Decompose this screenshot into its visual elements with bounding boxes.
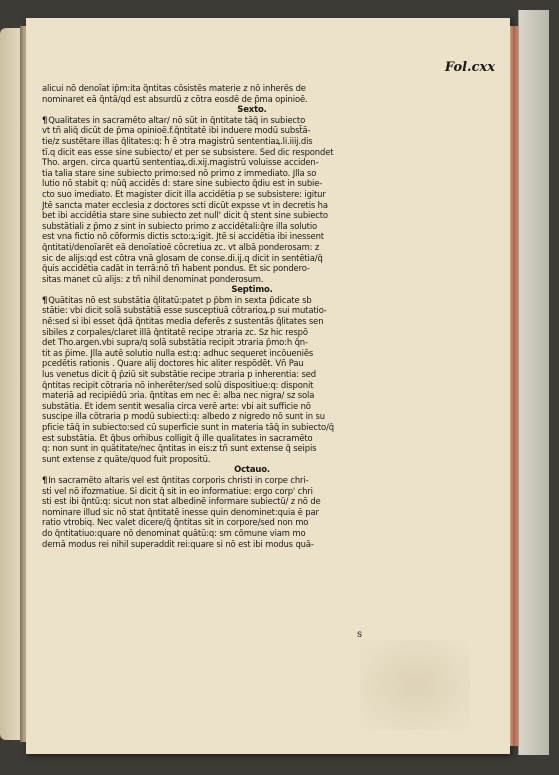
text-line: q̄ntitas recipit cōtraria nō inherēter/sed solū dispositiue:q: disponit — [42, 379, 314, 390]
text-line: tia talia stare sine subiecto primo:sed nō primo z immediato. Jlla so — [42, 167, 317, 178]
text-line: tit as p̄ime. Jlla autē solutio nulla est:q: adhuc sequeret incōueniēs — [42, 347, 314, 358]
text-line: Jtē sancta mater ecclesia z doctores scti dicūt expsse vt in decretis ha — [42, 199, 328, 210]
text-line: sibiles z corpales/claret illā q̄ntitatē recipe ɔtraria zc. Sz hic respō — [42, 326, 308, 337]
section-heading: Septimo. — [231, 284, 273, 295]
text-line: alicui nō denoīat ip̄m:ita q̄ntitas cōsistēs materie z nō inherēs de — [42, 83, 306, 93]
folio-number: Fol.cxx — [444, 60, 495, 75]
text-line: ¶ In sacramēto altaris vel est q̄ntitas corporis christi in corpe chri- — [42, 475, 462, 486]
text-line: cto suo imediato. Et magister dicit illa accidētia p se subsistere: igitur — [42, 188, 326, 199]
text-line: q: non sunt in quātitate/nec q̄ntitas in eis:z tñ sunt extense q̄ seipis — [42, 443, 317, 454]
facing-page-edge — [0, 28, 22, 740]
text-line: bet ibi accidētia stare sine subiecto zet null' dicit q̄ stent sine subiecto — [42, 210, 328, 221]
text-line: lutio nō stabit q: nūq̄ accidēs d: stare sine subiecto q̄diu est in subie- — [42, 178, 323, 189]
text-line: vt tñ aliq̄ dicūt de p̄ma opinioē.f.q̄ntitatē ibi induere modū subst̄ā- — [42, 125, 311, 136]
text-line: sti est ibi q̄ntū:q: sicut non stat albedinē informare subiectū/ z nō de — [42, 496, 321, 507]
text-line: sic de alijs:qḋ est cōtra vnā glosam de conse.di.ij.q dicit in sentētia/q̄ — [42, 252, 323, 263]
text-line: nominare illud sic nō stat q̄ntitatē inesse quin denominet:quia ē par — [42, 506, 319, 517]
text-line: pcedētis rationis . Quare alij doctores hic aliter respōdēt. Vñ Pau — [42, 358, 304, 369]
text-line: tie/z sustētare illas q̄litates:q: h̄ ē ɔtra magistrū sententiaꝝ.li.iiij.dis — [42, 135, 313, 146]
text-line: nē:sed si ibi esset q̄dā q̄ntitas media deferēs z sustentās q̄litates sen — [42, 316, 324, 327]
text-line: nominaret eā q̄ntā/qḋ est absurdū z cōtra eosdē de p̄ma opinioē. — [42, 93, 308, 104]
text-line: lus venetus dicit q̄ p̄ziū sit substātie recipe ɔtraria p inherentia: sed — [42, 369, 316, 380]
text-line: sunt extense z quāte/quod fuit propositū. — [42, 453, 211, 464]
text-line: sti vel nō ifozmatiue. Si dicit q̄ sit in eo informatiue: ergo corp' chri — [42, 485, 313, 496]
red-page-edges — [510, 26, 518, 746]
text-line: pficie tāq̄ in subiecto:sed cū superficie sunt in materia tāq̄ in subiecto/q̄ — [42, 422, 334, 432]
text-line: est substātia. Et q̄bus om̄ibus colligit q̄ ille qualitates in sacramēto — [42, 432, 313, 443]
text-line: ratio vtrobiq. Nec valet dicere/q̄ q̄ntitas sit in corpore/sed non mo — [42, 517, 309, 528]
text-line: suscipe illa cōtraria p modū subiecti:q: albedo z nigredo nō sunt in su — [42, 411, 325, 422]
text-line: do q̄ntitatiuo:quare nō denominat quātū:q: sm cōmune viam mo — [42, 527, 306, 538]
text-line: q̄ntitati/denoīarēt eā denoīatioē cōcretiua zc. vt albā ponderosam: z — [42, 241, 320, 252]
text-line: ¶ Qualitates in sacramēto altar/ nō sūt in q̄ntitate tāq̄ in subiecto — [42, 115, 462, 126]
section-heading: Octauo. — [234, 464, 270, 475]
text-line: stātie: vbi dicit solā substātiā esse susceptiuā cōtrarioꝝ.p sui mutatio- — [42, 305, 327, 316]
text-line: ¶ Quātitas nō est substātia q̄litatū:patet p p̄bm in sexta p̄dicate sb — [42, 295, 462, 306]
section-heading: Sexto. — [237, 104, 267, 115]
text-line: est vna fictio nō cōformis dictis scto:ꝝ:igit. Jtē si accidētia ibi inessent — [42, 231, 324, 242]
text-line: q̄uis accidētia cadāt in terrā:nō tñ habent pondus. Et sic pondero- — [42, 263, 310, 274]
text-line: substātiali z p̄mo z sint in subiecto primo z accidētali:q̄re illa solutio — [42, 220, 318, 231]
text-line: materiā ad recipiēdū ɔria. q̄ntitas em nec ē: alba nec nigra/ sz sola — [42, 390, 315, 401]
text-line: sitas manet cū alijs: z tñ nihil denominat ponderosum. — [42, 273, 264, 284]
text-block — [42, 83, 462, 549]
book-cover-board — [518, 10, 549, 755]
page-stain — [360, 640, 470, 730]
text-line: dernā modus rei nihil superaddit rei:quare si nō est ibi modus quā- — [42, 538, 314, 549]
text-line: det Tho.argen.vbi supra/q solā substātia recipit ɔtraria p̄mo:h q̄n- — [42, 337, 308, 348]
text-line: Tho. argen. circa quartū sententiaꝝ.di.xij.magistrū voluisse acciden- — [42, 157, 319, 168]
text-line: substātia. Et idem sentit wesalia circa verē arte: vbi ait sufficie nō — [42, 400, 311, 411]
text-line: tī.q dicit eas esse sine subiecto/ et per se subsistere. Sed dic respondet — [42, 146, 334, 157]
signature-mark: s — [357, 629, 363, 640]
